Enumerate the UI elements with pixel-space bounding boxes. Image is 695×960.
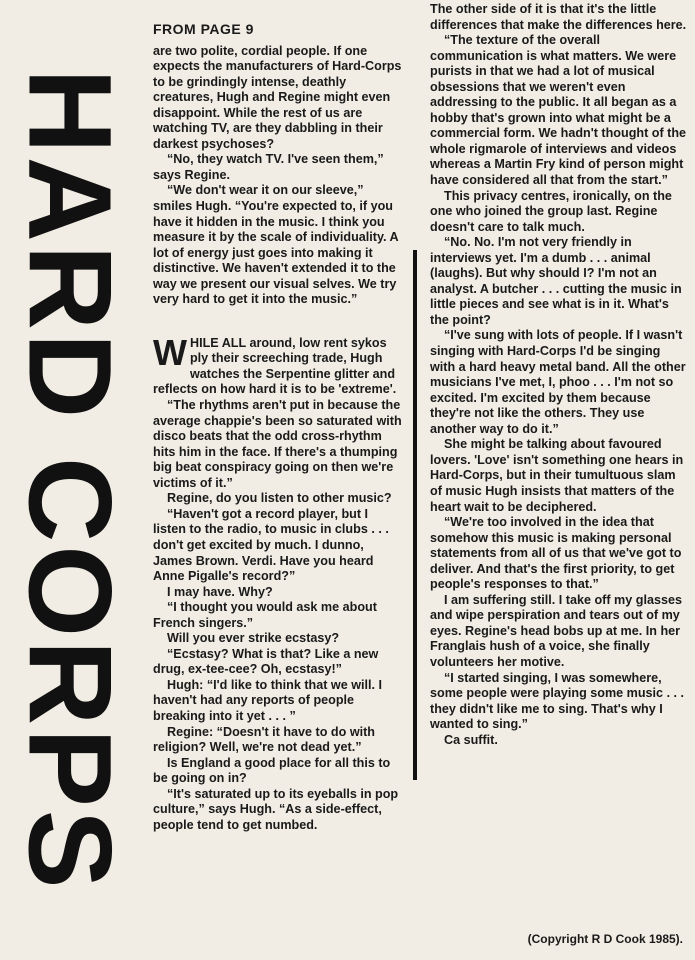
column-1 [153, 22, 403, 833]
paragraph: She might be talking about favoured lovers. 'Love' isn't something one hears in Hard-Corps, but in their tumultuous slam of music Hugh insists that matters of the heart wait to be deciphered. [430, 437, 684, 514]
paragraph: “No. No. I'm not very friendly in interviews yet. I'm a dumb . . . animal (laughs). But why should I? I'm not an analyst. A butcher . . . cutting the music in little pieces and see what is in it. What's the point? [430, 235, 682, 327]
drop-cap-paragraph [153, 331, 403, 398]
continued-header: FROM PAGE 9 [153, 21, 254, 37]
section-gap [153, 308, 403, 336]
paragraph: Will you ever strike ecstasy? [167, 631, 340, 646]
paragraph: Regine, do you listen to other music? [167, 491, 392, 506]
paragraph: I am suffering still. I take off my glasses and wipe perspiration and tears out of my eyes. Regine's head bobs up at me. In her Franglais hush of a voice, she finally volunteers her motive. [430, 592, 682, 669]
paragraph: The other side of it is that it's the little differences that make the differences here. [430, 2, 687, 32]
column-2-text [430, 2, 688, 748]
paragraph: Hugh: “I'd like to think that we will. I haven't had any reports of people breaking into it yet . . . ” [153, 677, 382, 723]
paragraph: Regine: “Doesn't it have to do with religion? Well, we're not dead yet.” [153, 724, 375, 755]
paragraph: This privacy centres, ironically, on the one who joined the group last. Regine doesn't care to talk much. [430, 188, 672, 234]
paragraph: Ca suffit. [444, 732, 498, 747]
drop-cap: W [153, 331, 187, 373]
copyright-note: (Copyright R D Cook 1985). [527, 932, 683, 946]
title-text: HARD CORPS [4, 68, 136, 892]
vertical-title [0, 0, 140, 960]
column-divider [413, 250, 417, 780]
paragraph: “Ecstasy? What is that? Like a new drug, ex-tee-cee? Oh, ecstasy!” [153, 646, 379, 677]
paragraph: “The rhythms aren't put in because the average chappie's been so saturated with disco beats that the odd cross-rhythm hits him in the face. If there's a thumping big beat conspiracy going on then we're victims of it.” [153, 398, 402, 490]
paragraph: “I thought you would ask me about French singers.” [153, 600, 377, 630]
paragraph: “We're too involved in the idea that somehow this music is making personal statements from all of us that we've got to deliver. And that's the first priority, to get people's responses to that.” [430, 515, 682, 592]
paragraph: are two polite, cordial people. If one expects the manufacturers of Hard-Corps to be grindingly intense, deathly creatures, Hugh and Regine might even disappoint. While the rest of us are watching TV, are they dabbling in their darkest psychoses? [153, 43, 402, 151]
paragraph: “We don't wear it on our sleeve,” smiles Hugh. “You're expected to, if you have it hidden in the music. I think you measure it by the scale of individuality. A lot of energy just goes into making it distinctive. We haven't extended it to the way we present our visual selves. We try very hard to get it into the music.” [153, 183, 399, 307]
paragraph: I may have. Why? [167, 584, 273, 599]
drop-cap-text: HILE ALL around, low rent sykos ply their screeching trade, Hugh watches the Serpentine glitter and reflects on how hard it is to be 'extreme'. [153, 335, 397, 397]
paragraph: “It's saturated up to its eyeballs in pop culture,” says Hugh. “As a side-effect, people tend to get numbed. [153, 786, 399, 832]
paragraph: “I've sung with lots of people. If I wasn't singing with Hard-Corps I'd be singing with a hard heavy metal band. All the other musicians I've met, I, phoo . . . I'm not so excited. I'm excited by them because they're not like the others. They use another way to do it.” [430, 328, 686, 436]
column-1-bottom-text [153, 398, 403, 833]
paragraph: “Haven't got a record player, but I listen to the radio, to music in clubs . . . don't get excited by much. I dunno, James Brown. Verdi. Have you heard Anne Pigalle's record?” [153, 506, 389, 584]
paragraph: “No, they watch TV. I've seen them,” says Regine. [153, 152, 384, 182]
paragraph: “The texture of the overall communication is what matters. We were purists in that we had a lot of musical obsessions that we weren't even addressing to the public. It all began as a hobby that's grown into what might be a commercial form. We hadn't thought of the whole rigmarole of interviews and videos whereas a Martin Fry kind of person might have considered all that from the start.” [430, 33, 687, 188]
column-1-top-text [153, 44, 403, 308]
column-2 [430, 2, 688, 748]
paragraph: “I started singing, I was somewhere, some people were playing some music . . . they didn't like me to sing. That's why I wanted to sing.” [430, 670, 685, 732]
paragraph: Is England a good place for all this to be going on in? [153, 755, 391, 786]
